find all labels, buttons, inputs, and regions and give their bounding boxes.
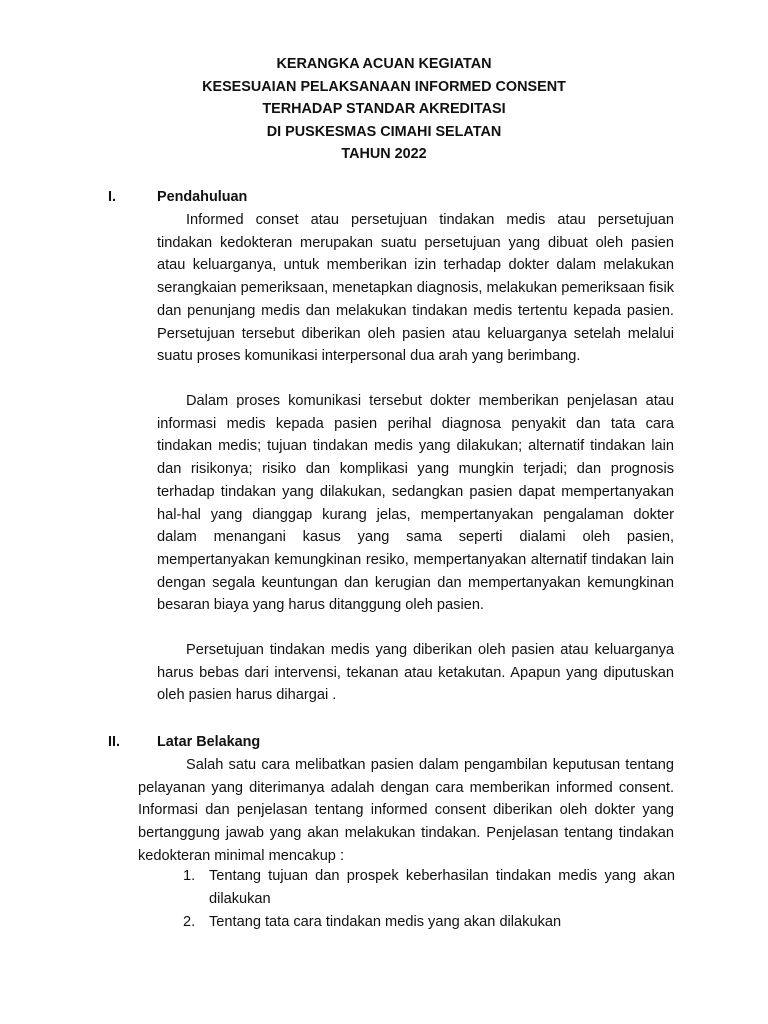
section-title: Latar Belakang xyxy=(157,734,261,750)
paragraph: Informed conset atau persetujuan tindakan medis atau persetujuan tindakan kedokteran merupakan suatu persetujuan yang dibuat oleh pasien atau keluarganya, untuk memberikan izin terhadap dokter dalam melakukan serangkaian pemeriksaan, menetapkan diagnosis, melakukan pemeriksaan fisik dan penunjang medis dan melakukan tindakan medis tertentu kepada pasien. Persetujuan tersebut diberikan oleh pasien atau keluarganya setelah melalui suatu proses komunikasi interpersonal dua arah yang berimbang. xyxy=(157,212,674,365)
title-line-5: TAHUN 2022 xyxy=(341,146,427,162)
list-number: 2. xyxy=(183,914,196,930)
list-number: 1. xyxy=(183,868,196,884)
list-item xyxy=(183,911,675,934)
paragraph: Salah satu cara melibatkan pasien dalam pengambilan keputusan tentang pelayanan yang diterimanya adalah dengan cara memberikan informed consent. Informasi dan penjelasan tentang informed consent diberikan oleh dokter yang bertanggung jawab yang akan melakukan tindakan. Penjelasan tentang tindakan kedokteran minimal mencakup : xyxy=(138,757,674,864)
paragraph: Dalam proses komunikasi tersebut dokter memberikan penjelasan atau informasi medis kepada pasien perihal diagnosa penyakit dan tata cara tindakan medis; tujuan tindakan medis yang dilakukan; alternatif tindakan lain dan risikonya; risiko dan komplikasi yang mungkin terjadi; dan prognosis terhadap tindakan yang dilakukan, sedangkan pasien dapat mempertanyakan hal-hal yang dianggap kurang jelas, mempertanyakan pengalaman dokter dalam menangani kasus yang sama seperti dialami oleh pasien, mempertanyakan kemungkinan resiko, mempertanyakan alternatif tindakan lain dengan segala keuntungan dan kerugian dan mempertanyakan kemungkinan besaran biaya yang harus ditanggung oleh pasien. xyxy=(157,393,674,614)
section-title: Pendahuluan xyxy=(157,189,248,205)
title-line-1: KERANGKA ACUAN KEGIATAN xyxy=(276,56,492,72)
title-line-4: DI PUSKESMAS CIMAHI SELATAN xyxy=(266,123,502,140)
section-number: I. xyxy=(108,189,116,205)
list-text: Tentang tata cara tindakan medis yang akan dilakukan xyxy=(209,914,562,930)
section-number: II. xyxy=(108,734,120,750)
title-line-2: KESESUAIAN PELAKSANAAN INFORMED CONSENT xyxy=(202,78,566,95)
list-text: Tentang tujuan dan prospek keberhasilan tindakan medis yang akan dilakukan xyxy=(209,868,675,907)
list-item xyxy=(183,865,675,910)
title-line-3: TERHADAP STANDAR AKREDITASI xyxy=(262,101,506,117)
paragraph: Persetujuan tindakan medis yang diberikan oleh pasien atau keluarganya harus bebas dari intervensi, tekanan atau ketakutan. Apapun yang diputuskan oleh pasien harus dihargai . xyxy=(157,642,674,704)
document-title xyxy=(0,53,768,166)
